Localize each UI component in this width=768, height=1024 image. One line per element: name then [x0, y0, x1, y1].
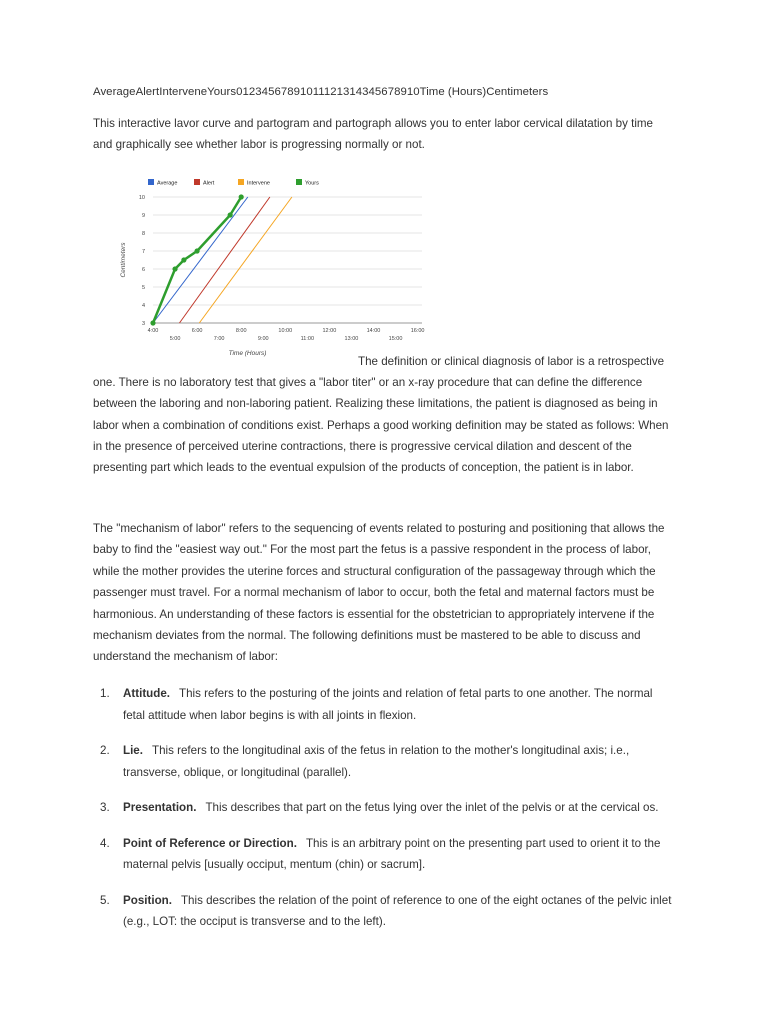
definition-text: This refers to the posturing of the joints and relation of fetal parts to one another. The normal fetal attitude when labor begins is with all joints in flexion.	[123, 687, 653, 722]
legend-label-average: Average	[157, 180, 178, 187]
definition-text: This describes the relation of the point of reference to one of the eight octanes of the pelvic inlet (e.g., LOT: the occiput is transverse and to the left).	[123, 893, 672, 928]
y-tick-label: 7	[141, 249, 145, 255]
list-number: 2.	[100, 744, 110, 757]
y-tick-label: 9	[141, 213, 145, 219]
list-item	[93, 833, 673, 876]
list-number: 3.	[100, 801, 110, 814]
list-item	[93, 740, 673, 783]
series-line-alert	[179, 197, 269, 323]
chart-alt-text-line: AverageAlertInterveneYours012345678910111213143456789​10Time (Hours)Centimeters	[93, 86, 549, 98]
y-tick-label: 3	[141, 321, 145, 327]
data-point-yours	[150, 320, 155, 325]
labor-definition-text: The definition or clinical diagnosis of labor is a retrospective one. There is no laboratory test that gives a "labor titer" or an x-ray procedure that can define the difference between the laboring and non-laboring patient. Realizing these limitations, the patient is diagnosed as being in labor when a combination of conditions exist. Perhaps a good working definition may be stated as follows: When in the presence of perceived uterine contractions, there is progressive cervical dilation and descent of the presenting part which leads to the eventual expulsion of the products of conception, the patient is in labor.	[93, 355, 669, 475]
intro-paragraph: This interactive lavor curve and partogram and partograph allows you to enter labor cervical dilatation by time and graphically see whether labor is progressing normally or not.	[93, 117, 654, 151]
data-point-yours	[228, 212, 233, 217]
definition-text: This describes that part on the fetus lying over the inlet of the pelvis or at the cervical os.	[205, 801, 659, 814]
x-tick-label: 5:00	[169, 336, 181, 342]
definitions-list	[93, 683, 673, 947]
legend-label-alert: Alert	[203, 180, 215, 187]
x-tick-label: 16:00	[410, 328, 425, 334]
series-line-intervene	[199, 197, 292, 323]
chart-legend	[148, 179, 319, 187]
definition-text: This refers to the longitudinal axis of the fetus in relation to the mother's longitudinal axis; i.e., transverse, oblique, or longitudinal (parallel).	[123, 744, 630, 779]
labor-curve-chart	[115, 165, 433, 362]
term-position: Position.	[123, 893, 172, 907]
labor-definition-paragraph	[93, 351, 673, 478]
term-lie: Lie.	[123, 744, 143, 757]
chart-series	[150, 194, 292, 325]
x-tick-label: 10:00	[278, 328, 293, 334]
list-item	[93, 683, 673, 726]
list-item	[93, 797, 673, 819]
legend-label-yours: Yours	[305, 180, 319, 187]
x-tick-label: 12:00	[322, 328, 337, 334]
x-tick-label: 11:00	[300, 336, 315, 342]
list-number: 1.	[100, 687, 110, 700]
data-point-yours	[172, 266, 177, 271]
y-tick-label: 6	[141, 267, 145, 273]
x-tick-label: 13:00	[344, 336, 359, 342]
y-axis-label: Centimeters	[120, 242, 127, 278]
x-tick-label: 7:00	[213, 336, 225, 342]
y-tick-label: 5	[141, 285, 145, 291]
series-line-average	[153, 197, 248, 323]
data-point-yours	[239, 194, 244, 199]
definition-text: This is an arbitrary point on the presenting part used to orient it to the maternal pelvis [usually occiput, mentum (chin) or sacrum].	[123, 836, 661, 871]
y-tick-label: 10	[138, 195, 145, 201]
x-tick-label: 9:00	[257, 336, 269, 342]
x-tick-label: 15:00	[388, 336, 403, 342]
x-tick-label: 8:00	[235, 328, 247, 334]
chart-svg	[115, 165, 433, 362]
y-tick-label: 8	[141, 231, 145, 237]
legend-swatch-alert	[194, 179, 200, 185]
x-tick-label: 4:00	[147, 328, 159, 334]
legend-label-intervene: Intervene	[247, 180, 270, 187]
data-point-yours	[181, 257, 186, 262]
legend-swatch-intervene	[238, 179, 244, 185]
term-point-of-reference: Point of Reference or Direction.	[123, 836, 297, 850]
list-number: 4.	[100, 836, 110, 850]
x-axis-label: Time (Hours)	[228, 350, 267, 357]
x-tick-label: 14:00	[366, 328, 381, 334]
y-tick-label: 4	[141, 303, 145, 309]
x-tick-label: 6:00	[191, 328, 203, 334]
list-number: 5.	[100, 893, 110, 907]
list-item	[93, 890, 673, 933]
legend-swatch-average	[148, 179, 154, 185]
term-presentation: Presentation.	[123, 801, 197, 814]
mechanism-paragraph: The "mechanism of labor" refers to the sequencing of events related to posturing and positioning that allows the baby to find the "easiest way out." For the most part the fetus is a passive respondent in the process of labor, while the mother provides the uterine forces and structural configuration of the passageway through which the passenger must travel. For a normal mechanism of labor to occur, both the fetal and maternal factors must be harmonious. An understanding of these factors is essential for the obstetrician to appropriately intervene if the mechanism deviates from the normal. The following definitions must be mastered to be able to discuss and understand the mechanism of labor:	[93, 522, 665, 664]
legend-swatch-yours	[296, 179, 302, 185]
term-attitude: Attitude.	[123, 687, 171, 700]
data-point-yours	[194, 248, 199, 253]
